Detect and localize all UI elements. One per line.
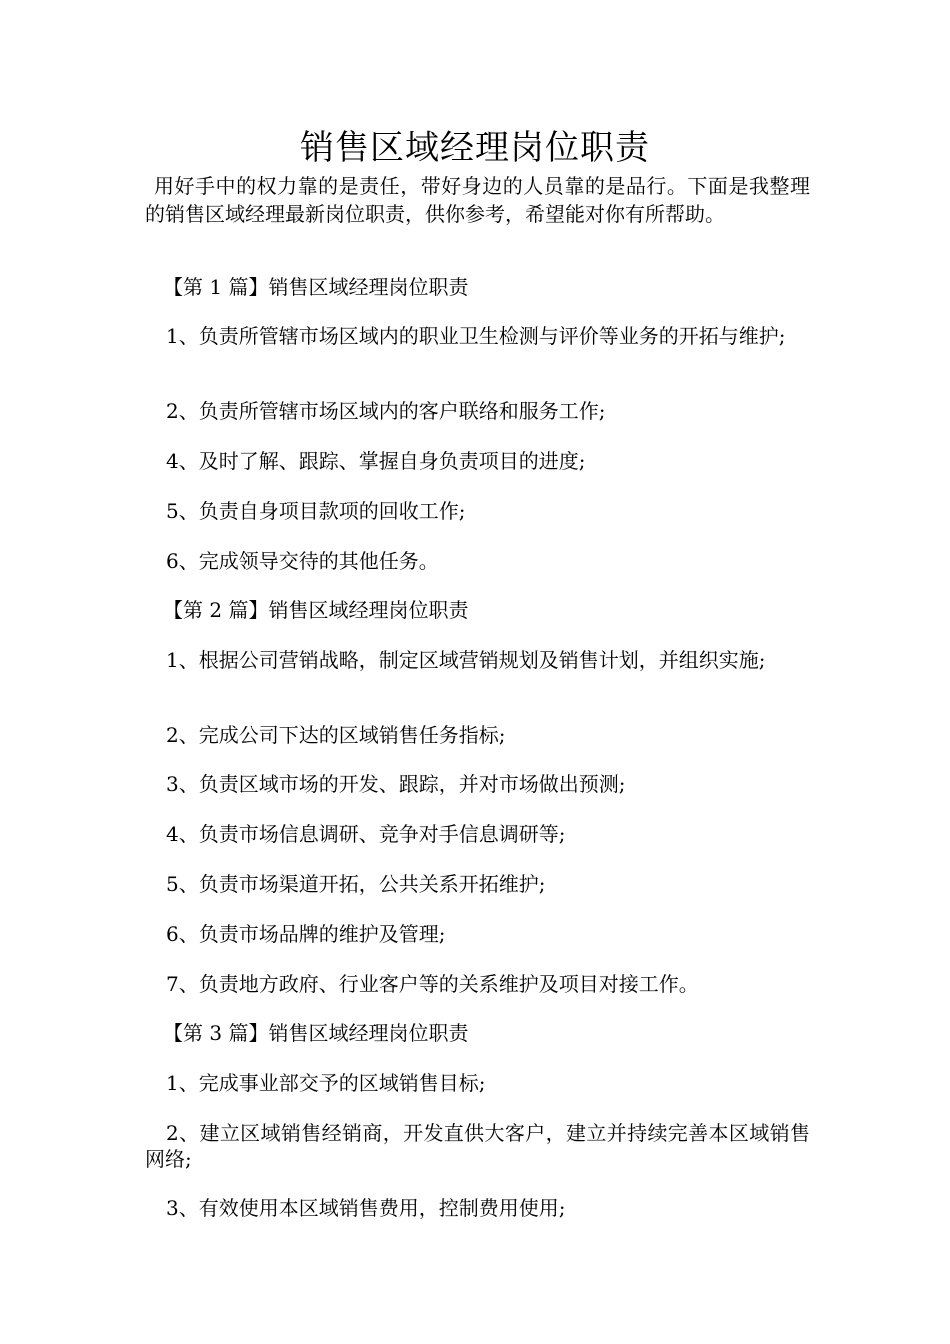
section-2-item-5: 5、负责市场渠道开拓，公共关系开拓维护;	[166, 872, 546, 896]
section-3-item-2: 2、建立区域销售经销商，开发直供大客户，建立并持续完善本区域销售网络;	[145, 1121, 810, 1171]
section-1-item-5: 6、完成领导交待的其他任务。	[166, 549, 439, 573]
section-3-item-1: 1、完成事业部交予的区域销售目标;	[166, 1071, 486, 1095]
section-2-item-3: 3、负责区域市场的开发、跟踪，并对市场做出预测;	[166, 772, 626, 796]
section-2-item-4: 4、负责市场信息调研、竞争对手信息调研等;	[166, 822, 566, 846]
section-2-item-6: 6、负责市场品牌的维护及管理;	[166, 922, 446, 946]
section-1-item-2: 2、负责所管辖市场区域内的客户联络和服务工作;	[166, 399, 606, 423]
section-1-item-4: 5、负责自身项目款项的回收工作;	[166, 499, 466, 523]
section-3-item-3: 3、有效使用本区域销售费用，控制费用使用;	[166, 1196, 566, 1220]
section-2-item-7: 7、负责地方政府、行业客户等的关系维护及项目对接工作。	[166, 972, 699, 996]
section-2-heading: 【第 2 篇】销售区域经理岗位职责	[163, 598, 469, 622]
page-title: 销售区域经理岗位职责	[300, 128, 650, 168]
intro-paragraph: 用好手中的权力靠的是责任，带好身边的人员靠的是品行。下面是我整理的销售区域经理最新岗位职责，供你参考，希望能对你有所帮助。	[145, 174, 810, 226]
section-3-heading: 【第 3 篇】销售区域经理岗位职责	[163, 1021, 469, 1045]
section-1-item-3: 4、及时了解、跟踪、掌握自身负责项目的进度;	[166, 449, 586, 473]
section-1-heading: 【第 1 篇】销售区域经理岗位职责	[163, 275, 469, 299]
section-2-item-1: 1、根据公司营销战略，制定区域营销规划及销售计划，并组织实施;	[166, 648, 766, 672]
section-1-item-1: 1、负责所管辖市场区域内的职业卫生检测与评价等业务的开拓与维护;	[166, 324, 786, 348]
section-2-item-2: 2、完成公司下达的区域销售任务指标;	[166, 723, 506, 747]
